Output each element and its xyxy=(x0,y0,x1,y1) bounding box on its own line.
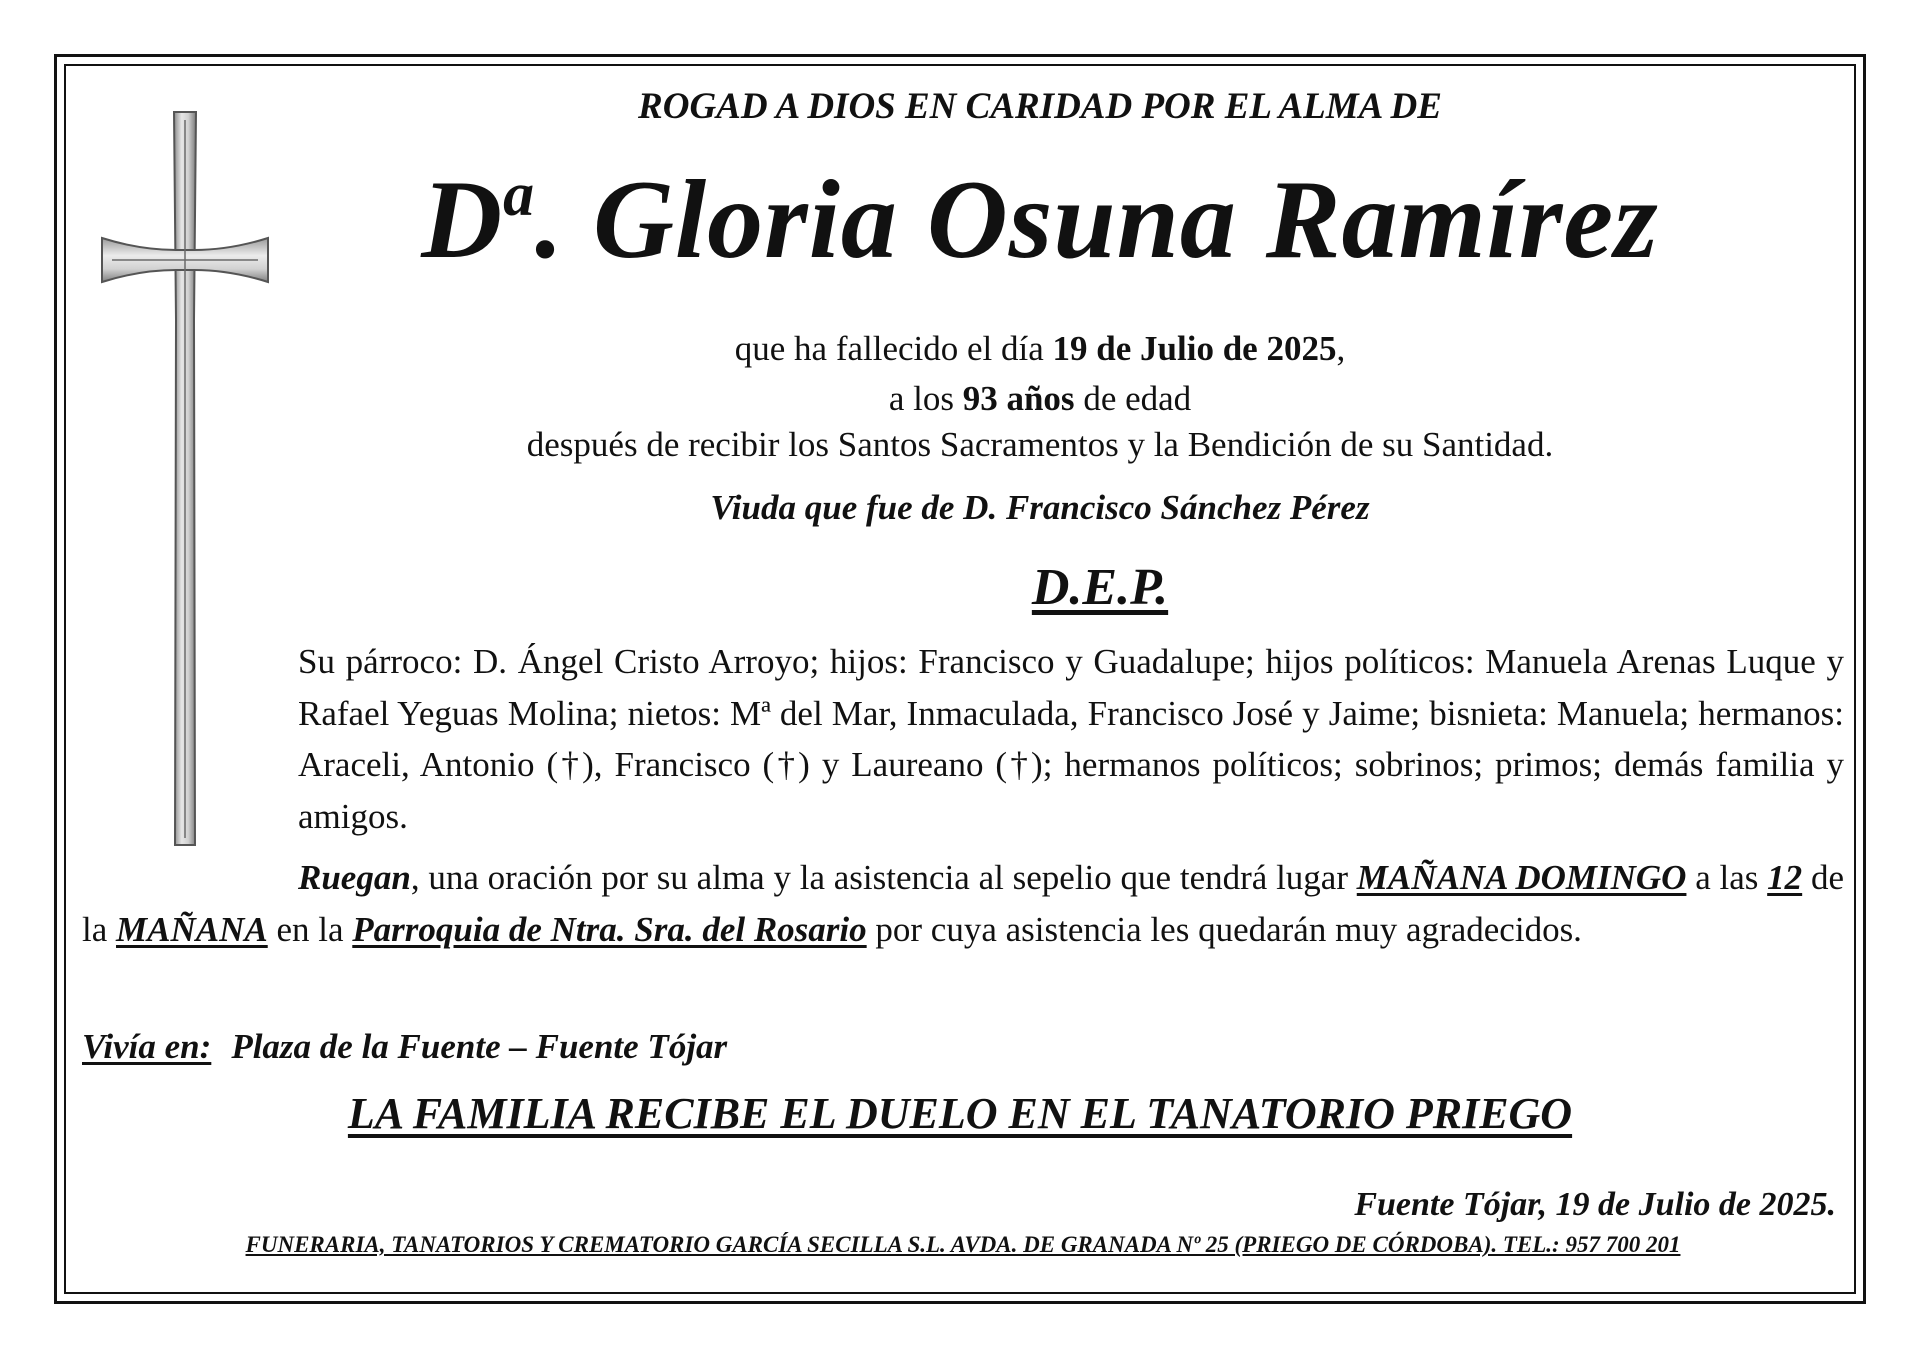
cross-icon xyxy=(100,110,270,850)
family-paragraph: Su párroco: D. Ángel Cristo Arroyo; hijos: Francisco y Guadalupe; hijos políticos: Manuela Arenas Luque y Rafael Yeguas Molina; nietos: Mª del Mar, Inmaculada, Francisco José y Jaime; bisnieta: Manuela; hermanos: Araceli, Antonio (†), Francisco (†) y Laureano (†); hermanos políticos; sobrinos; primos; demás familia y amigos. xyxy=(298,642,1844,836)
funeral-text-5: por cuya asistencia les quedarán muy agradecidos. xyxy=(866,909,1582,949)
dep-heading: D.E.P. xyxy=(1031,559,1169,616)
funeral-text-4: en la xyxy=(267,909,353,949)
funeral-church: Parroquia de Ntra. Sra. del Rosario xyxy=(352,909,867,949)
residence-line xyxy=(82,1024,727,1070)
funeral-day: MAÑANA DOMINGO xyxy=(1356,858,1687,897)
funeral-home-footer: FUNERARIA, TANATORIOS Y CREMATORIO GARCÍA SECILLA S.L. AVDA. DE GRANADA Nº 25 (PRIEGO DE CÓRDOBA). TEL.: 957 700 201 xyxy=(245,1232,1681,1257)
age-suffix: de edad xyxy=(1074,379,1192,418)
funeral-period: MAÑANA xyxy=(116,909,268,949)
funeral-text-2: a las xyxy=(1686,858,1768,897)
age-value: 93 años xyxy=(962,379,1075,418)
ruegan-word: Ruegan xyxy=(298,858,411,897)
widow-line: Viuda que fue de D. Francisco Sánchez Pérez xyxy=(710,488,1370,527)
age-line xyxy=(300,376,1780,422)
family-receives-line: LA FAMILIA RECIBE EL DUELO EN EL TANATORIO PRIEGO xyxy=(347,1089,1573,1138)
name-prefix: D xyxy=(421,158,504,282)
name-prefix-superscript: a xyxy=(503,161,536,229)
funeral-hour: 12 xyxy=(1767,858,1803,897)
name-rest: . Gloria Osuna Ramírez xyxy=(535,158,1659,282)
funeral-text-1: , una oración por su alma y la asistencia al sepelio que tendrá lugar xyxy=(410,858,1357,897)
death-date: 19 de Julio de 2025 xyxy=(1052,329,1337,368)
sacraments-line: después de recibir los Santos Sacramentos y la Bendición de su Santidad. xyxy=(526,425,1554,464)
death-date-prefix: que ha fallecido el día xyxy=(734,329,1053,368)
death-date-line xyxy=(300,326,1780,372)
place-date: Fuente Tójar, 19 de Julio de 2025. xyxy=(1354,1186,1836,1223)
deceased-name xyxy=(320,154,1760,286)
funeral-paragraph xyxy=(82,852,1844,955)
funeral-text-3: de la xyxy=(82,858,1844,949)
age-prefix: a los xyxy=(888,379,963,418)
death-date-suffix: , xyxy=(1336,329,1346,368)
residence-label: Vivía en: xyxy=(82,1027,212,1066)
residence-value: Plaza de la Fuente – Fuente Tójar xyxy=(231,1027,728,1066)
prayer-header: ROGAD A DIOS EN CARIDAD POR EL ALMA DE xyxy=(638,86,1442,127)
